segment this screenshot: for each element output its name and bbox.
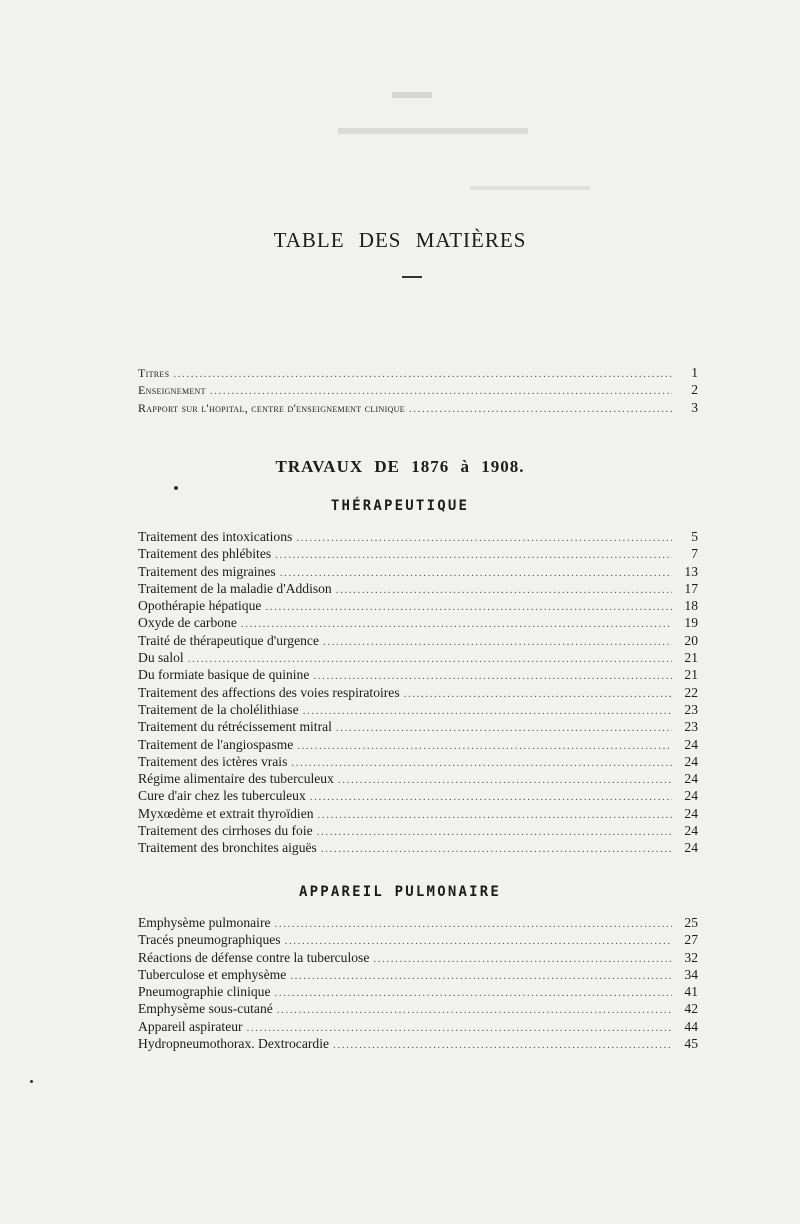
toc-entry[interactable] — [138, 770, 698, 787]
toc-entry-page: 24 — [684, 823, 698, 839]
dot-leader — [409, 401, 672, 418]
toc-entry[interactable] — [138, 966, 698, 983]
toc-entry-label: Tuberculose et emphysème — [138, 966, 287, 982]
front-matter-list — [138, 364, 698, 416]
toc-entry-label: Traitement du rétrécissement mitral — [138, 719, 332, 735]
toc-entry[interactable] — [138, 1035, 698, 1052]
toc-entry-label: Traitement des bronchites aiguës — [138, 840, 317, 856]
dot-leader — [404, 686, 672, 703]
show-through-mark — [470, 186, 590, 190]
toc-entry-page: 21 — [684, 650, 698, 666]
dot-leader — [338, 772, 672, 789]
toc-entry-page: 23 — [684, 719, 698, 735]
toc-entry[interactable] — [138, 1000, 698, 1017]
toc-entry[interactable] — [138, 563, 698, 580]
toc-entry-label: Hydropneumothorax. Dextrocardie — [138, 1036, 330, 1052]
dot-leader — [275, 547, 672, 564]
toc-entry-page: 44 — [684, 1018, 698, 1034]
toc-entry-page: 3 — [691, 399, 698, 415]
toc-entry-page: 24 — [684, 736, 698, 752]
dot-leader — [303, 703, 672, 720]
toc-entry-label: Enseignement — [138, 383, 206, 398]
dot-leader — [290, 968, 672, 985]
toc-entry[interactable] — [138, 632, 698, 649]
toc-entry[interactable] — [138, 822, 698, 839]
toc-entry-page: 32 — [684, 949, 698, 965]
dot-leader — [310, 789, 672, 806]
toc-entry[interactable] — [138, 718, 698, 735]
toc-entry-label: Traitement de la maladie d'Addison — [138, 580, 332, 596]
dot-leader — [280, 565, 672, 582]
toc-entry-page: 23 — [684, 701, 698, 717]
section-list-therapeutique — [138, 528, 698, 857]
dot-leader — [323, 634, 672, 651]
toc-entry-page: 17 — [684, 580, 698, 596]
dot-leader — [275, 916, 672, 933]
toc-entry-page: 5 — [691, 529, 698, 544]
toc-entry-label: Traitement des ictères vrais — [138, 753, 288, 769]
toc-entry[interactable] — [138, 787, 698, 804]
toc-entry[interactable] — [138, 914, 698, 931]
section-heading: THÉRAPEUTIQUE — [330, 498, 470, 514]
toc-entry-label: Traitement de l'angiospasme — [138, 736, 294, 752]
toc-entry[interactable] — [138, 931, 698, 948]
toc-entry[interactable] — [138, 545, 698, 562]
toc-entry-page: 1 — [691, 365, 698, 380]
toc-entry-page: 24 — [684, 840, 698, 856]
toc-entry-label: Opothérapie hépatique — [138, 598, 262, 614]
toc-entry-label: Appareil aspirateur — [138, 1018, 243, 1034]
toc-entry-label: Traité de thérapeutique d'urgence — [138, 632, 319, 648]
toc-entry[interactable] — [138, 949, 698, 966]
toc-entry-label: Du formiate basique de quinine — [138, 667, 310, 683]
toc-entry-label: Emphysème pulmonaire — [138, 915, 271, 930]
toc-entry-page: 34 — [684, 966, 698, 982]
toc-entry-page: 7 — [691, 546, 698, 562]
toc-entry-label: Pneumographie clinique — [138, 984, 271, 1000]
toc-entry-label: Traitement des intoxications — [138, 529, 293, 544]
section-list-appareil-pulmonaire — [138, 914, 698, 1052]
toc-entry[interactable] — [138, 528, 698, 545]
toc-entry[interactable] — [138, 399, 698, 416]
dot-leader — [297, 738, 672, 755]
toc-entry[interactable] — [138, 364, 698, 381]
toc-entry[interactable] — [138, 701, 698, 718]
show-through-mark — [338, 128, 528, 134]
toc-entry-page: 24 — [684, 771, 698, 787]
toc-entry-label: Cure d'air chez les tuberculeux — [138, 788, 306, 804]
dot-leader — [373, 951, 672, 968]
toc-entry-page: 41 — [684, 984, 698, 1000]
dot-leader — [336, 582, 672, 599]
toc-entry-page: 27 — [684, 932, 698, 948]
toc-entry[interactable] — [138, 753, 698, 770]
toc-entry[interactable] — [138, 805, 698, 822]
toc-entry[interactable] — [138, 381, 698, 398]
ink-speck — [30, 1080, 33, 1083]
dot-leader — [275, 985, 672, 1002]
toc-entry-page: 24 — [684, 788, 698, 804]
toc-entry-page: 42 — [684, 1001, 698, 1017]
dot-leader — [277, 1002, 672, 1019]
toc-entry-label: Traitement des migraines — [138, 563, 276, 579]
title-rule — [402, 276, 422, 278]
toc-entry-page: 19 — [684, 615, 698, 631]
toc-entry-label: Emphysème sous-cutané — [138, 1001, 273, 1017]
toc-entry[interactable] — [138, 649, 698, 666]
toc-entry-page: 25 — [684, 915, 698, 930]
toc-entry-label: Traitement des phlébites — [138, 546, 272, 562]
dot-leader — [210, 383, 672, 400]
toc-entry-label: Titres — [138, 366, 170, 380]
toc-entry[interactable] — [138, 983, 698, 1000]
toc-entry-label: Oxyde de carbone — [138, 615, 237, 631]
page-title: TABLE DES MATIÈRES — [273, 228, 527, 252]
toc-entry-page: 18 — [684, 598, 698, 614]
toc-entry-label: Tracés pneumographiques — [138, 932, 281, 948]
toc-entry[interactable] — [138, 597, 698, 614]
dot-leader — [317, 824, 672, 841]
dot-leader — [336, 720, 672, 737]
toc-entry-page: 21 — [684, 667, 698, 683]
toc-entry[interactable] — [138, 684, 698, 701]
toc-entry-page: 22 — [684, 684, 698, 700]
toc-entry-label: Traitement des cirrhoses du foie — [138, 823, 313, 839]
toc-entry-page: 24 — [684, 805, 698, 821]
toc-entry-label: Rapport sur l'hopital, centre d'enseignement clinique — [138, 400, 405, 415]
toc-entry[interactable] — [138, 580, 698, 597]
toc-entry[interactable] — [138, 666, 698, 683]
toc-entry-label: Traitement de la cholélithiase — [138, 701, 299, 717]
toc-entry-page: 45 — [684, 1036, 698, 1052]
toc-entry-label: Régime alimentaire des tuberculeux — [138, 771, 334, 787]
dot-leader — [291, 755, 672, 772]
toc-entry-page: 13 — [684, 563, 698, 579]
show-through-mark — [392, 92, 432, 98]
period-heading: TRAVAUX DE 1876 à 1908. — [275, 457, 525, 476]
toc-entry-label: Traitement des affections des voies respiratoires — [138, 684, 400, 700]
toc-entry-label: Du salol — [138, 650, 184, 666]
toc-entry-page: 20 — [684, 632, 698, 648]
toc-entry[interactable] — [138, 736, 698, 753]
dot-leader — [265, 599, 672, 616]
toc-entry[interactable] — [138, 1018, 698, 1035]
dot-leader — [296, 530, 672, 547]
dot-leader — [173, 366, 672, 383]
toc-entry[interactable] — [138, 614, 698, 631]
dot-leader — [333, 1037, 672, 1054]
toc-entry-page: 2 — [691, 382, 698, 398]
section-heading: APPAREIL PULMONAIRE — [299, 884, 501, 900]
dot-leader — [318, 807, 672, 824]
toc-entry-label: Myxœdème et extrait thyroïdien — [138, 805, 314, 821]
ink-speck — [174, 486, 178, 490]
dot-leader — [321, 841, 672, 858]
toc-entry-label: Réactions de défense contre la tuberculose — [138, 949, 370, 965]
toc-entry[interactable] — [138, 839, 698, 856]
toc-entry-page: 24 — [684, 753, 698, 769]
